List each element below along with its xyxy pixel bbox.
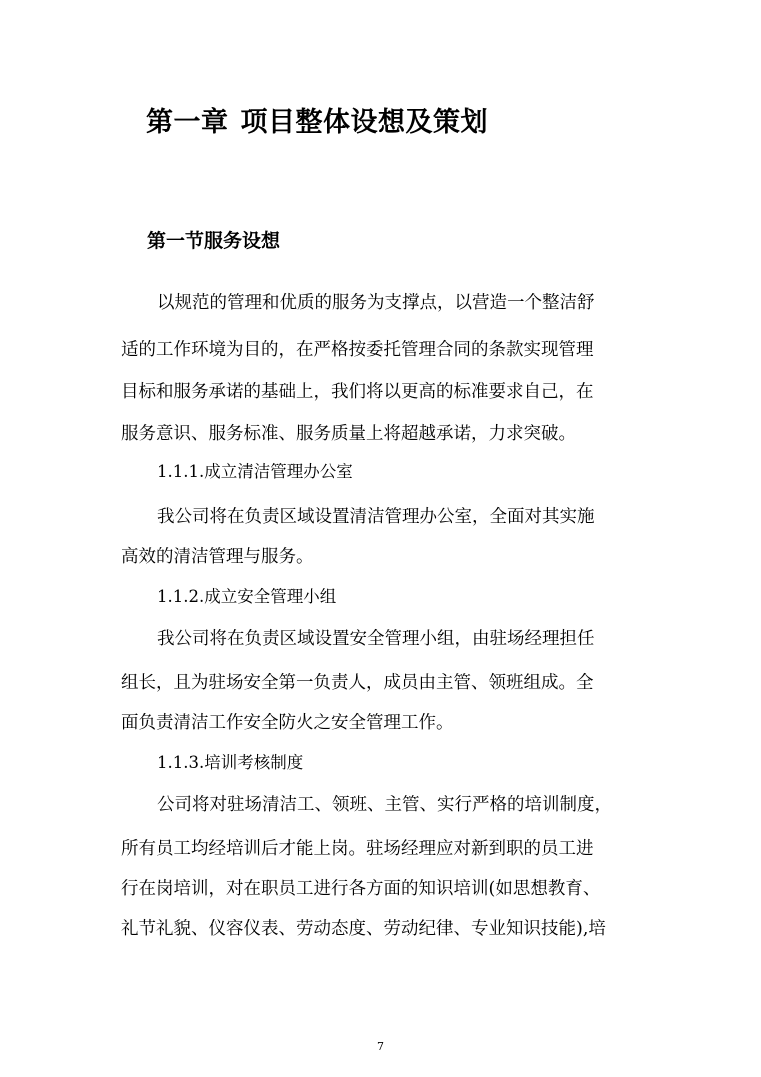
paragraph-line: 适的工作环境为目的，在严格按委托管理合同的条款实现管理 — [121, 340, 594, 360]
subsection-heading: 1.1.3.培训考核制度 — [157, 753, 304, 772]
paragraph-line: 礼节礼貌、仪容仪表、劳动态度、劳动纪律、专业知识技能),培 — [121, 919, 606, 939]
paragraph-line: 所有员工均经培训后才能上岗。驻场经理应对新到职的员工进 — [121, 839, 594, 859]
paragraph-line: 目标和服务承诺的基础上，我们将以更高的标准要求自己，在 — [121, 382, 594, 402]
paragraph-line: 我公司将在负责区域设置安全管理小组，由驻场经理担任 — [157, 629, 595, 649]
paragraph-line: 我公司将在负责区域设置清洁管理办公室，全面对其实施 — [157, 507, 595, 527]
paragraph-line: 面负责清洁工作安全防火之安全管理工作。 — [121, 713, 454, 733]
subsection-heading: 1.1.1.成立清洁管理办公室 — [157, 462, 353, 481]
chapter-name: 项目整体设想及策划 — [240, 107, 488, 138]
paragraph-line: 高效的清洁管理与服务。 — [121, 547, 314, 567]
chapter-title — [146, 100, 488, 139]
page-number: 7 — [377, 1040, 384, 1053]
paragraph-line: 以规范的管理和优质的服务为支撑点，以营造一个整洁舒 — [157, 293, 595, 313]
chapter-number: 第一章 — [146, 107, 229, 138]
section-title: 第一节服务设想 — [147, 230, 281, 252]
paragraph-line: 组长，且为驻场安全第一负责人，成员由主管、领班组成。全 — [121, 673, 594, 693]
subsection-heading: 1.1.2.成立安全管理小组 — [157, 587, 337, 606]
paragraph-line: 行在岗培训，对在职员工进行各方面的知识培训(如思想教育、 — [121, 879, 601, 899]
paragraph-line: 公司将对驻场清洁工、领班、主管、实行严格的培训制度， — [157, 795, 612, 815]
paragraph-line: 服务意识、服务标准、服务质量上将超越承诺，力求突破。 — [121, 424, 576, 444]
